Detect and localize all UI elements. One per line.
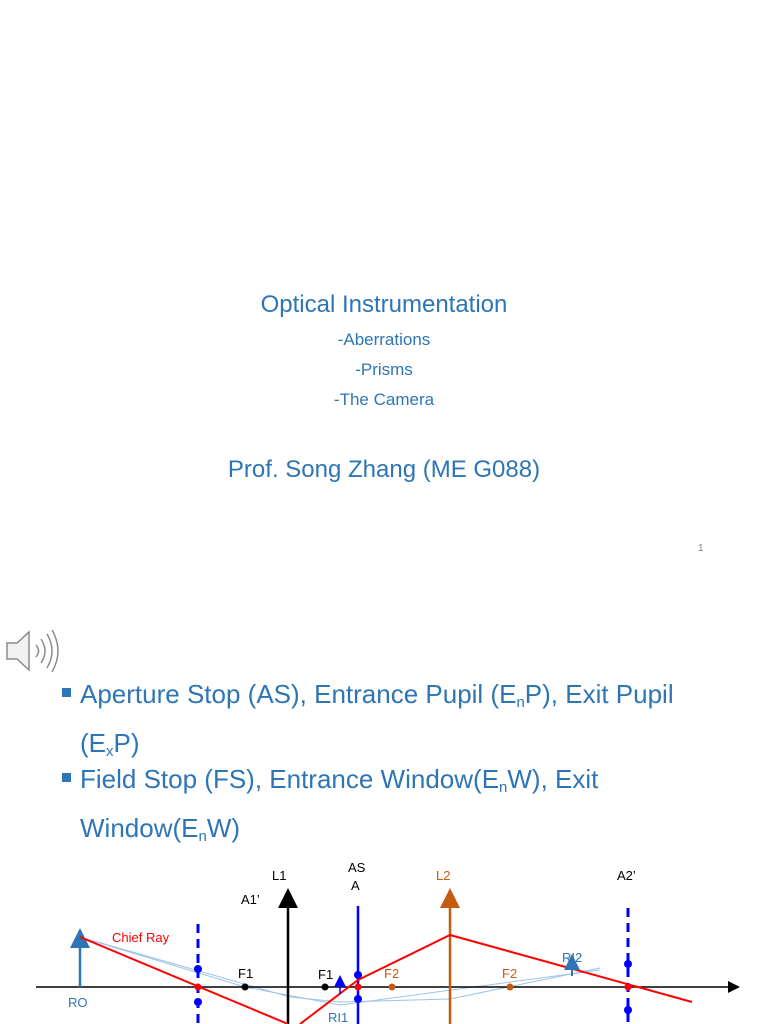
axis-crossing [195, 984, 202, 991]
label-l2: L2 [436, 868, 451, 883]
bullet-field-stop: Field Stop (FS), Entrance $Window(E_nW)$, Exit $Window(E_nW)$ [62, 759, 752, 857]
stop-image-a2-dot-top [624, 960, 632, 968]
author-line: Prof. Song Zhang (ME G088) [227, 456, 541, 483]
focal-point-f2-left [389, 984, 396, 991]
label-f1-right: F1 [318, 967, 334, 982]
stop-image-a2-dot-bottom [624, 1006, 632, 1014]
focal-point-f2-right [507, 984, 514, 991]
content-slide [0, 576, 768, 1024]
bullet-aperture-stop: Aperture Stop (AS), Entrance Pupil $(E_nP)$, Exit Pupil $(E_xP)$ [62, 674, 752, 772]
aperture-stop-dot-bottom [354, 995, 362, 1003]
bullet-marker [62, 773, 71, 782]
bullet-marker [62, 688, 71, 697]
chief-ray [80, 937, 288, 1024]
label-f2-right: F2 [502, 966, 518, 981]
label-ri2: RI2 [562, 950, 583, 965]
label-chief-ray: Chief Ray [112, 930, 170, 945]
speaker-icon[interactable] [4, 626, 66, 676]
axis-crossing [355, 984, 362, 991]
focal-point-f1-left [242, 984, 249, 991]
stop-image-a1-dot-bottom [194, 998, 202, 1006]
page-number: 1 [698, 543, 704, 554]
topic-aberrations: -Aberrations [337, 330, 431, 349]
axis-crossing [625, 984, 632, 991]
label-as: AS [348, 860, 366, 875]
slide-title: Optical Instrumentation [260, 291, 508, 318]
stop-image-a1-dot-top [194, 965, 202, 973]
label-ro: RO [68, 995, 88, 1010]
optical-system-diagram [0, 852, 768, 1024]
topic-camera: -The Camera [333, 390, 435, 409]
label-l1: L1 [272, 868, 287, 883]
focal-point-f1-right [322, 984, 329, 991]
topic-prisms: -Prisms [355, 360, 413, 379]
label-a2: A2’ [617, 868, 636, 883]
label-f1-left: F1 [238, 966, 254, 981]
label-a1: A1’ [241, 892, 260, 907]
label-f2-left: F2 [384, 966, 400, 981]
label-as-a: A [351, 878, 360, 893]
label-ri1: RI1 [328, 1010, 349, 1024]
